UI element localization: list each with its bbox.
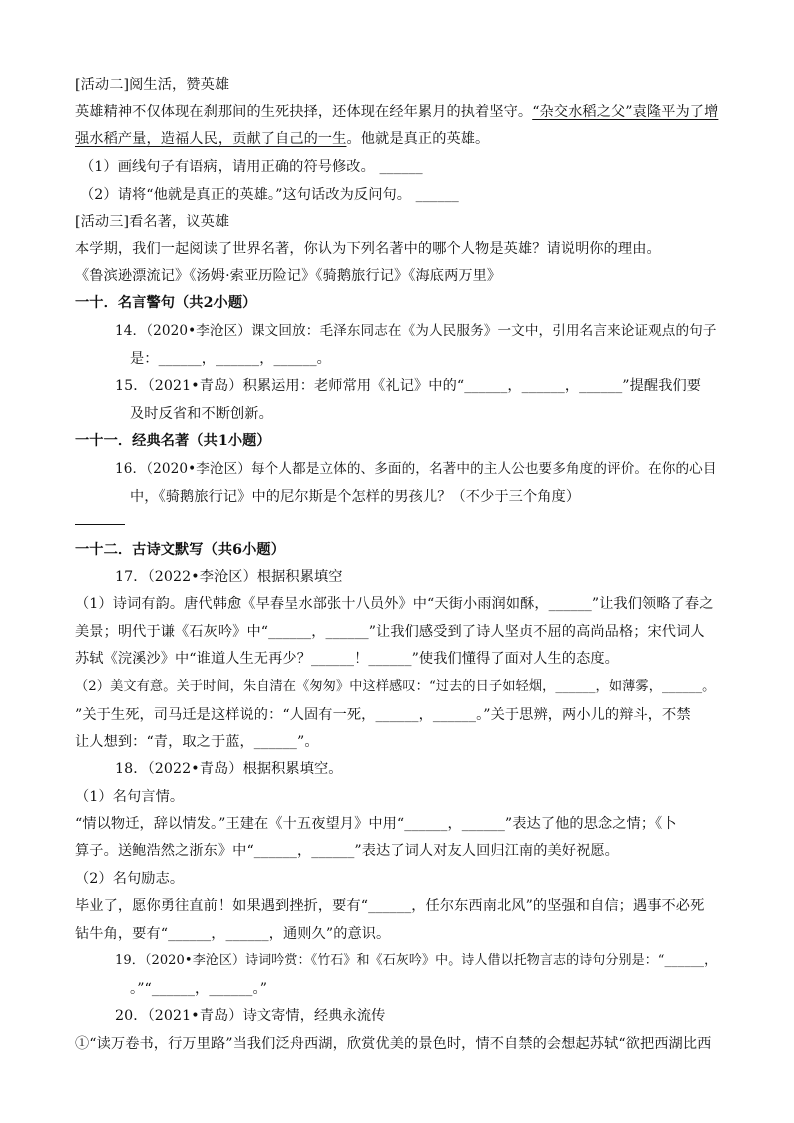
answer-line	[75, 524, 125, 525]
question-item: （2）请将“他就是真正的英雄。”这句话改为反问句。 ______	[80, 187, 459, 203]
question-text: 让人想到：“青，取之于蓝，______”。	[75, 734, 319, 750]
question-text: （2）名句励志。	[75, 871, 185, 887]
passage-text: 。他就是真正的英雄。	[346, 131, 490, 147]
passage-text: 英雄精神不仅体现在刹那间的生死抉择，还体现在经年累月的执着坚守。	[75, 104, 533, 120]
question-text: ”关于生死，司马迁是这样说的：“人固有一死，______，______。”关于思辨，两小儿的辩斗，不禁	[75, 707, 691, 723]
section-heading: 一十一．经典名著（共1小题）	[75, 433, 271, 449]
book-list: 《鲁滨逊漂流记》《汤姆·索亚历险记》《骑鹅旅行记》《海底两万里》	[75, 268, 502, 284]
section-heading: 一十二．古诗文默写（共6小题）	[75, 542, 285, 558]
question-item: 19．（2020•李沧区）诗词吟赏：《竹石》和《石灰吟》中。诗人借以托物言志的诗句分别是：“______，	[115, 953, 718, 968]
question-text: 苏轼《浣溪沙》中“谁道人生无再少？______！______”使我们懂得了面对人生的态度。	[75, 651, 619, 667]
question-item: 20．（2021•青岛）诗文寄情，经典永流传	[115, 1008, 386, 1024]
question-text: 钻牛角，要有“______，______，通则久”的意识。	[75, 926, 391, 942]
question-item: 14．（2020•李沧区）课文回放：毛泽东同志在《为人民服务》一文中，引用名言来论证观点的句子	[115, 323, 717, 339]
question-text: “情以物迁，辞以情发。”王建在《十五夜望月》中用“______，______”表达了他的思念之情；《卜	[75, 816, 677, 832]
question-text: ①“读万卷书，行万里路”当我们泛舟西湖，欣赏优美的景色时，情不自禁的会想起苏轼“欲把西湖比西	[75, 1036, 712, 1052]
question-text: （1）诗词有韵。唐代韩愈《早春呈水部张十八员外》中“天街小雨润如酥，______”让我们领略了春之	[75, 596, 714, 612]
question-item: 及时反省和不断创新。	[130, 406, 273, 422]
question-text: （2）美文有意。关于时间，朱自清在《匆匆》中这样感叹：“过去的日子如轻烟，______，如薄雾，______。	[75, 679, 716, 694]
activity-two-heading: [活动二]阅生活，赞英雄	[75, 77, 230, 93]
underlined-sentence: “杂交水稻之父”袁隆平为了增	[532, 104, 719, 120]
question-item: 。”“______，______。”	[130, 981, 268, 997]
question-item: 18．（2022•青岛）根据积累填空。	[115, 761, 343, 777]
question-item: 中，《骑鹅旅行记》中的尼尔斯是个怎样的男孩儿？（不少于三个角度）	[130, 489, 581, 505]
passage-text: 本学期，我们一起阅读了世界名著，你认为下列名著中的哪个人物是英雄？请说明你的理由。	[75, 241, 661, 257]
activity-three-heading: [活动三]看名著，议英雄	[75, 214, 230, 230]
question-text: （1）名句言情。	[75, 789, 185, 805]
underlined-sentence: 强水稻产量，造福人民，贡献了自己的一生	[75, 131, 347, 147]
passage-line	[75, 102, 718, 122]
passage-line	[75, 129, 489, 149]
question-item: 15．（2021•青岛）积累运用：老师常用《礼记》中的“______，______，______”提醒我们要	[115, 378, 702, 394]
question-item: （1）画线句子有语病，请用正确的符号修改。 ______	[80, 159, 423, 175]
question-item: 是：______，______，______。	[130, 351, 331, 367]
question-item: 17．（2022•李沧区）根据积累填空	[115, 569, 343, 585]
question-text: 算子。送鲍浩然之浙东》中“______，______”表达了词人对友人回归江南的美好祝愿。	[75, 843, 619, 859]
question-text: 美景；明代于谦《石灰吟》中“______，______”让我们感受到了诗人坚贞不屈的高尚品格；宋代词人	[75, 624, 705, 640]
section-heading: 一十．名言警句（共2小题）	[75, 295, 257, 311]
question-item: 16．（2020•李沧区）每个人都是立体的、多面的，名著中的主人公也要多角度的评价。在你的心目	[115, 461, 717, 477]
question-text: 毕业了，愿你勇往直前！如果遇到挫折，要有“______，任尔东西南北风”的坚强和自信；遇事不必死	[75, 898, 705, 914]
